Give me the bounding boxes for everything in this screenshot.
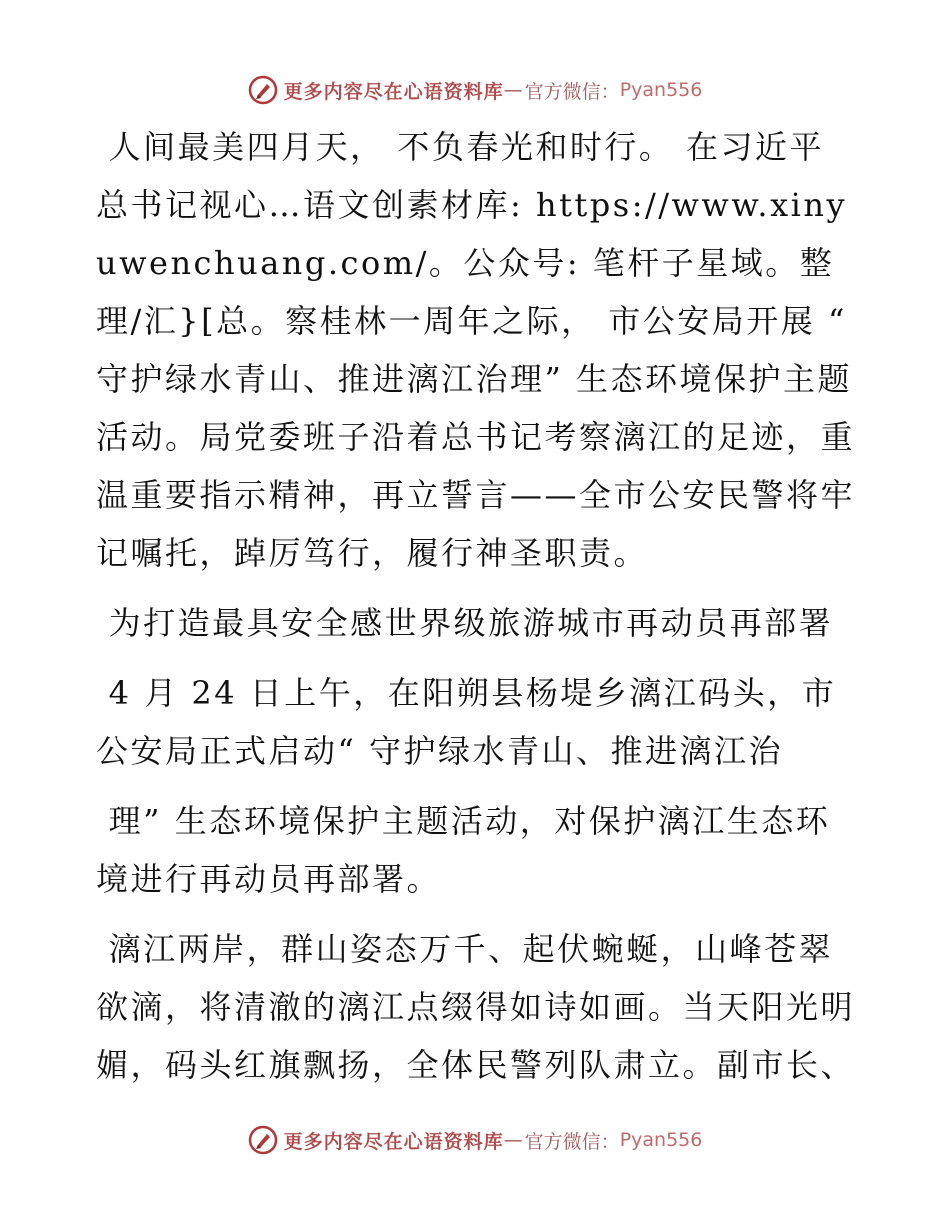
paragraph-1: 人间最美四月天， 不负春光和时行。 在习近平总书记视心…语文创素材库: https://www.xinyuwenchuang.com/。公众号: 笔杆子星域。整理/汇}[总。察桂林一周年之际， 市公安局开展 “ 守护绿水青山、推进漓江治理” 生态环境保护主题活动。局党委班子沿着总书记考察漓江的足迹，重温重要指示精神，再立誓言——全市公安民警将牢记嘱托，踔厉笃行，履行神圣职责。 [96,128,860,572]
footer-watermark [0,1120,950,1160]
watermark-brand: 更多内容尽在心语资料库 [283,80,504,103]
paragraph-5: 漓江两岸，群山姿态万千、起伏蜿蜒，山峰苍翠欲滴，将清澈的漓江点缀得如诗如画。当天阳光明媚，码头红旗飘扬，全体民警列队肃立。副市长、 [96,930,856,1084]
paragraph-3: 4 月 24 日上午，在阳朔县杨堤乡漓江码头，市公安局正式启动“ 守护绿水青山、推进漓江治 [96,674,837,770]
watermark-wechat-id: Pyan556 [619,79,703,101]
pen-logo-icon [248,75,278,105]
watermark-official-label: 官方微信： [524,1130,620,1153]
document-body [96,118,860,1094]
paragraph-4: 理” 生态环境保护主题活动，对保护漓江生态环境进行再动员再部署。 [96,802,831,898]
header-watermark [0,70,950,110]
pen-logo-icon [248,1125,278,1155]
watermark-separator: — [503,79,523,101]
paragraph-2: 为打造最具安全感世界级旅游城市再动员再部署 [96,604,834,642]
watermark-brand: 更多内容尽在心语资料库 [283,1130,504,1153]
watermark-separator: — [503,1129,523,1151]
watermark-official-label: 官方微信： [524,80,620,103]
watermark-wechat-id: Pyan556 [619,1129,703,1151]
